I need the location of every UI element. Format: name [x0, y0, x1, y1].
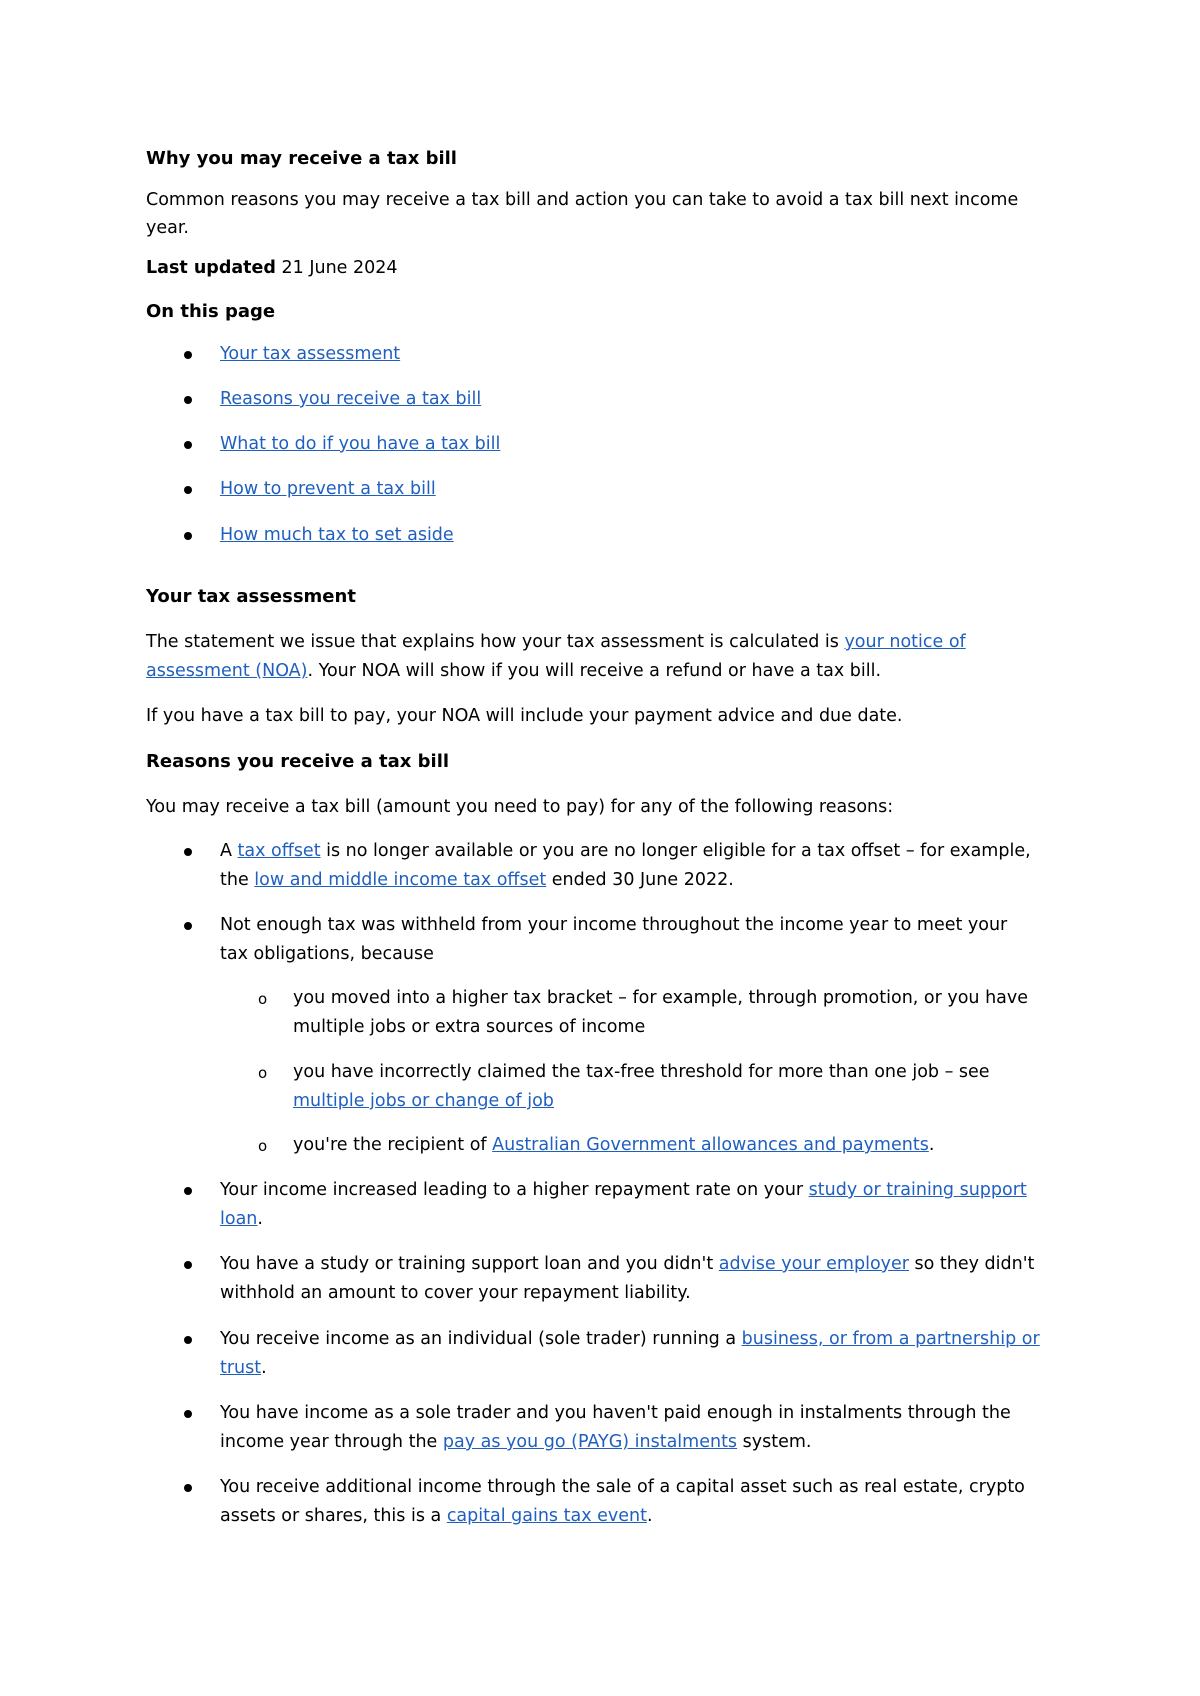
bullet-icon — [184, 532, 192, 540]
text: ended 30 June 2022. — [546, 870, 734, 890]
last-updated-date: 21 June 2024 — [275, 258, 398, 278]
text: . — [257, 1209, 263, 1229]
noa-link[interactable]: your notice of — [844, 632, 966, 652]
toc-link[interactable]: Reasons you receive a tax bill — [220, 389, 482, 409]
assessment-paragraph — [146, 632, 966, 652]
list-item — [220, 841, 1031, 861]
assessment-paragraph — [146, 661, 881, 681]
bullet-icon — [184, 351, 192, 359]
bullet-icon — [184, 1484, 192, 1492]
bullet-icon — [184, 1410, 192, 1418]
text: The statement we issue that explains how your tax assessment is calculated is — [146, 632, 845, 652]
last-updated-label: Last updated — [146, 258, 276, 278]
list-item — [220, 1254, 1034, 1274]
circle-bullet-icon: o — [258, 1137, 268, 1155]
text: Your income increased leading to a higher repayment rate on your — [220, 1180, 809, 1200]
text: . Your NOA will show if you will receive a refund or have a tax bill. — [307, 661, 882, 681]
text: so they didn't — [908, 1254, 1035, 1274]
bullet-icon — [184, 922, 192, 930]
allowances-link[interactable]: Australian Government allowances and payments — [492, 1135, 929, 1155]
tax-offset-link[interactable]: tax offset — [237, 841, 321, 861]
toc-link[interactable]: Your tax assessment — [220, 344, 401, 364]
section-heading-reasons: Reasons you receive a tax bill — [146, 751, 450, 772]
intro-line: Common reasons you may receive a tax bill and action you can take to avoid a tax bill next income — [146, 190, 1019, 210]
text: you're the recipient of — [293, 1135, 493, 1155]
text: income year through the — [220, 1432, 443, 1452]
advise-employer-link[interactable]: advise your employer — [718, 1254, 909, 1274]
sub-list-item-cont: multiple jobs or extra sources of income — [293, 1017, 646, 1037]
study-loan-link[interactable]: loan — [220, 1209, 258, 1229]
list-item-cont — [220, 1432, 811, 1452]
list-item-cont: withhold an amount to cover your repayment liability. — [220, 1283, 691, 1303]
business-link[interactable]: trust — [220, 1358, 262, 1378]
intro-line: year. — [146, 218, 189, 238]
cgt-link[interactable]: capital gains tax event — [446, 1506, 647, 1526]
page-title: Why you may receive a tax bill — [146, 148, 457, 169]
lmito-link[interactable]: low and middle income tax offset — [254, 870, 547, 890]
payg-link[interactable]: pay as you go (PAYG) instalments — [442, 1432, 738, 1452]
bullet-icon — [184, 1336, 192, 1344]
sub-list-item: you moved into a higher tax bracket – for example, through promotion, or you have — [293, 988, 1029, 1008]
text: You receive income as an individual (sole trader) running a — [220, 1329, 742, 1349]
list-item-cont — [220, 1358, 267, 1378]
bullet-icon — [184, 1261, 192, 1269]
assessment-paragraph: If you have a tax bill to pay, your NOA will include your payment advice and due date. — [146, 706, 903, 726]
list-item-cont — [220, 1506, 653, 1526]
list-item — [220, 1329, 1040, 1349]
list-item — [220, 1180, 1027, 1200]
reasons-intro: You may receive a tax bill (amount you need to pay) for any of the following reasons: — [146, 797, 894, 817]
text: . — [646, 1506, 653, 1526]
multiple-jobs-link[interactable]: multiple jobs or change of job — [293, 1091, 554, 1111]
text: A — [220, 841, 238, 861]
sub-list-item — [293, 1135, 934, 1155]
text: system. — [737, 1432, 812, 1452]
noa-link[interactable]: assessment (NOA) — [146, 661, 308, 681]
circle-bullet-icon: o — [258, 990, 268, 1008]
list-item: Not enough tax was withheld from your income throughout the income year to meet your — [220, 915, 1008, 935]
text: is no longer available or you are no longer eligible for a tax offset – for example, — [320, 841, 1031, 861]
text: assets or shares, this is a — [220, 1506, 447, 1526]
study-loan-link[interactable]: study or training support — [808, 1180, 1027, 1200]
list-item-cont — [220, 870, 734, 890]
last-updated — [146, 258, 398, 278]
text: the — [220, 870, 255, 890]
text: You have a study or training support loan and you didn't — [220, 1254, 719, 1274]
list-item-cont — [220, 1209, 263, 1229]
section-heading-assessment: Your tax assessment — [146, 586, 356, 607]
bullet-icon — [184, 1187, 192, 1195]
on-this-page-heading: On this page — [146, 301, 276, 322]
toc-link[interactable]: What to do if you have a tax bill — [220, 434, 501, 454]
toc-link[interactable]: How to prevent a tax bill — [220, 479, 436, 499]
bullet-icon — [184, 848, 192, 856]
text: . — [261, 1358, 267, 1378]
business-link[interactable]: business, or from a partnership or — [741, 1329, 1040, 1349]
bullet-icon — [184, 486, 192, 494]
list-item: You receive additional income through the sale of a capital asset such as real estate, crypto — [220, 1477, 1025, 1497]
text: . — [928, 1135, 935, 1155]
bullet-icon — [184, 396, 192, 404]
toc-link[interactable]: How much tax to set aside — [220, 525, 454, 545]
list-item: You have income as a sole trader and you haven't paid enough in instalments through the — [220, 1403, 1011, 1423]
sub-list-item: you have incorrectly claimed the tax-free threshold for more than one job – see — [293, 1062, 990, 1082]
circle-bullet-icon: o — [258, 1064, 268, 1082]
bullet-icon — [184, 441, 192, 449]
list-item-cont: tax obligations, because — [220, 944, 434, 964]
